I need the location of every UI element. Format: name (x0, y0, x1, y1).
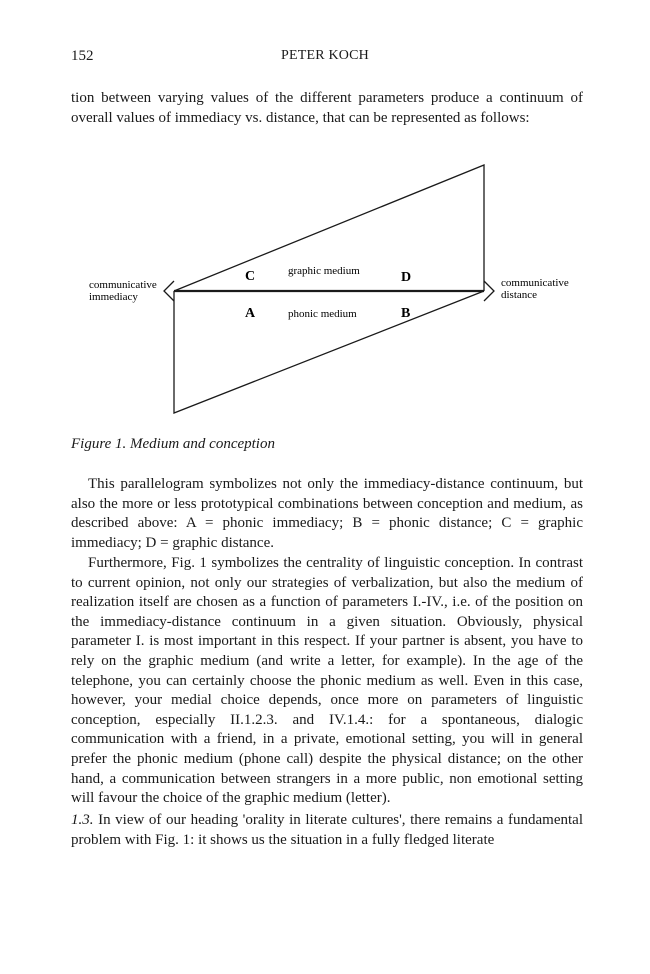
page-number: 152 (71, 48, 94, 64)
right-label-line1: communicative (501, 277, 569, 289)
left-label-line2: immediacy (89, 291, 138, 303)
phonic-medium-label: phonic medium (288, 308, 357, 320)
letter-a: A (245, 306, 256, 321)
left-label-line1: communicative (89, 279, 157, 291)
letter-d: D (401, 270, 412, 285)
paragraph-3-text: In view of our heading 'orality in literate cultures', there remains a fundamental problem with Fig. 1: it shows us the situation in a fully fledged literate (71, 812, 583, 848)
section-number: 1.3. (71, 812, 94, 828)
figure-medium-conception (0, 0, 650, 430)
right-arrowhead (484, 281, 494, 301)
letter-c: C (245, 269, 256, 284)
left-arrowhead (164, 281, 174, 301)
paragraph-3 (71, 811, 583, 850)
running-head: PETER KOCH (281, 48, 369, 63)
graphic-medium-label: graphic medium (288, 265, 360, 277)
paragraph-1: This parallelogram symbolizes not only the immediacy-distance continuum, but also the more or less prototypical combinations between conception and medium, as described above: A = phonic immediacy; B = phonic distance; C = graphic immediacy; D = graphic distance. (71, 476, 583, 551)
intro-paragraph: tion between varying values of the different parameters produce a continuum of overall values of immediacy vs. distance, that can be represented as follows: (71, 90, 583, 126)
letter-b: B (401, 306, 411, 321)
paragraph-2: Furthermore, Fig. 1 symbolizes the centrality of linguistic conception. In contrast to current opinion, not only our strategies of verbalization, but also the medium of realization itself are chosen as a function of parameters I.-IV., i.e. of the position on the immediacy-distance continuum in a given situation. Obviously, physical parameter I. is most important in this respect. If your partner is absent, you have to rely on the graphic medium (and write a letter, for example). In the age of the telephone, you can certainly choose the phonic medium as well. Even in this case, however, your medial choice depends, once more on parameters of linguistic conception, especially II.1.2.3. and IV.1.4.: for a spontaneous, dialogic communication with a friend, in a private, emotional setting, you will in general prefer the phonic medium (phone call) despite the physical distance; on the other hand, a communication between strangers in a more public, non emotional setting will favour the choice of the graphic medium (letter). (71, 555, 583, 807)
figure-caption: Figure 1. Medium and conception (71, 436, 275, 452)
right-label-line2: distance (501, 289, 538, 301)
